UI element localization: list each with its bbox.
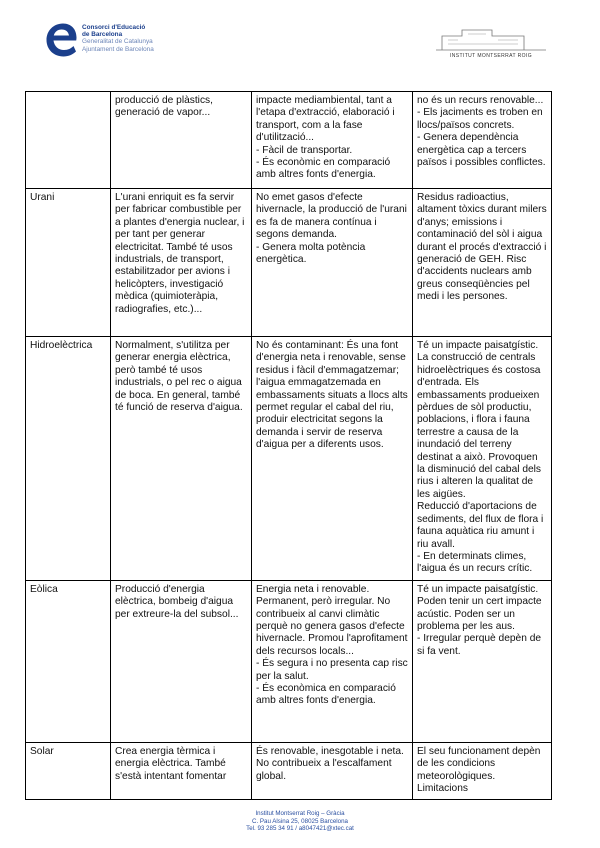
institut-logo: [432, 26, 550, 72]
advantages-cell: És renovable, inesgotable i neta. No contribueix a l'escalfament global.: [252, 742, 413, 800]
uses-cell: L'urani enriquit es fa servir per fabricar combustible per a plantes d'energia nuclear, i per tant per generar electricitat. També té usos industrials, de transport, estabilitzador per avions i helicòpters, investigació mèdica (quimioteràpia, radiografies, etc.)...: [111, 189, 252, 337]
disadvantages-cell: Té un impacte paisatgístic. Poden tenir un cert impacte acústic. Poden ser un problema per les aus. - Irregular perquè depèn de si fa vent.: [413, 580, 552, 742]
footer-institution: Institut Montserrat Roig – Gràcia: [255, 810, 345, 817]
advantages-cell: No és contaminant: És una font d'energia neta i renovable, sense residus i fàcil d'emmagatzemar; l'aigua emmagatzemada en embassaments situats a llocs alts permet regular el cabal del riu, produir electricitat segons la demanda i servir de reserva d'aigua per a diferents usos.: [252, 337, 413, 581]
page-header: [0, 0, 600, 90]
uses-cell: Normalment, s'utilitza per generar energia elèctrica, però també té usos industrials, o pel rec o aigua de boca. En general, també té funció de reserva d'aigua.: [111, 337, 252, 581]
source-cell: Solar: [26, 742, 111, 800]
logo-line-2: de Barcelona: [82, 31, 123, 39]
institut-building-icon: [432, 26, 550, 52]
logo-line-3: Generalitat de Catalunya: [82, 38, 153, 46]
table-row: [26, 580, 552, 742]
table-row: [26, 189, 552, 337]
disadvantages-cell: no és un recurs renovable... - Els jaciments es troben en llocs/països concrets. - Genera dependència energètica cap a tercers països i possibles conflictes.: [413, 92, 552, 189]
disadvantages-cell: El seu funcionament depèn de les condicions meteorològiques. Limitacions: [413, 742, 552, 800]
source-cell: Hidroelèctrica: [26, 337, 111, 581]
disadvantages-cell: Té un impacte paisatgístic. La construcció de centrals hidroelèctriques és costosa d'entrada. Els embassaments produeixen pèrdues de sòl productiu, poblacions, i flora i fauna terrestre a causa de la inundació del terreny destinat a això. Provoquen la disminució del cabal dels rius i alteren la qualitat de les aigües. Reducció d'aportacions de sediments, del flux de flora i fauna aquàtica riu amunt i riu avall. - En determinats climes, l'aigua és un recurs crític.: [413, 337, 552, 581]
table-row: [26, 742, 552, 800]
logo-line-1: Consorci d'Educació: [82, 24, 146, 31]
advantages-cell: impacte mediambiental, tant a l'etapa d'extracció, elaboració i transport, com a la fase d'utilització... - Fàcil de transportar. - És econòmic en comparació amb altres fonts d'energia.: [252, 92, 413, 189]
advantages-cell: Energia neta i renovable. Permanent, però irregular. No contribueix al canvi climàtic perquè no genera gasos d'efecte hivernacle. Promou l'aprofitament dels recursos locals... - És segura i no presenta cap risc per la salut. - És econòmica en comparació amb altres fonts d'energia.: [252, 580, 413, 742]
table-row: [26, 337, 552, 581]
energy-sources-table: [25, 91, 552, 800]
uses-cell: Producció d'energia elèctrica, bombeig d'aigua per extreure-la del subsol...: [111, 580, 252, 742]
consorci-e-logo-icon: [44, 22, 78, 58]
footer-address: C. Pau Alsina 25, 08025 Barcelona: [252, 817, 348, 825]
footer-contact: Tel. 93 285 34 91 / a8047421@xtec.cat: [246, 825, 354, 833]
uses-cell: producció de plàstics, generació de vapor...: [111, 92, 252, 189]
logo-line-4: Ajuntament de Barcelona: [82, 45, 154, 53]
source-cell: [26, 92, 111, 189]
consorci-logo: [44, 22, 184, 66]
disadvantages-cell: Residus radioactius, altament tòxics durant milers d'anys; emissions i contaminació del sòl i aigua durant el procés d'extracció i generació de GEH. Risc d'accidents nuclears amb greus conseqüències pel medi i les persones.: [413, 189, 552, 337]
page-footer: [0, 810, 600, 833]
source-cell: Eòlica: [26, 580, 111, 742]
source-cell: Urani: [26, 189, 111, 337]
advantages-cell: No emet gasos d'efecte hivernacle, la producció de l'urani es fa de manera contínua i segons demanda. - Genera molta potència energètica.: [252, 189, 413, 337]
institut-name: INSTITUT MONTSERRAT ROIG: [449, 53, 533, 59]
table-row: [26, 92, 552, 189]
uses-cell: Crea energia tèrmica i energia elèctrica. També s'està intentant fomentar: [111, 742, 252, 800]
